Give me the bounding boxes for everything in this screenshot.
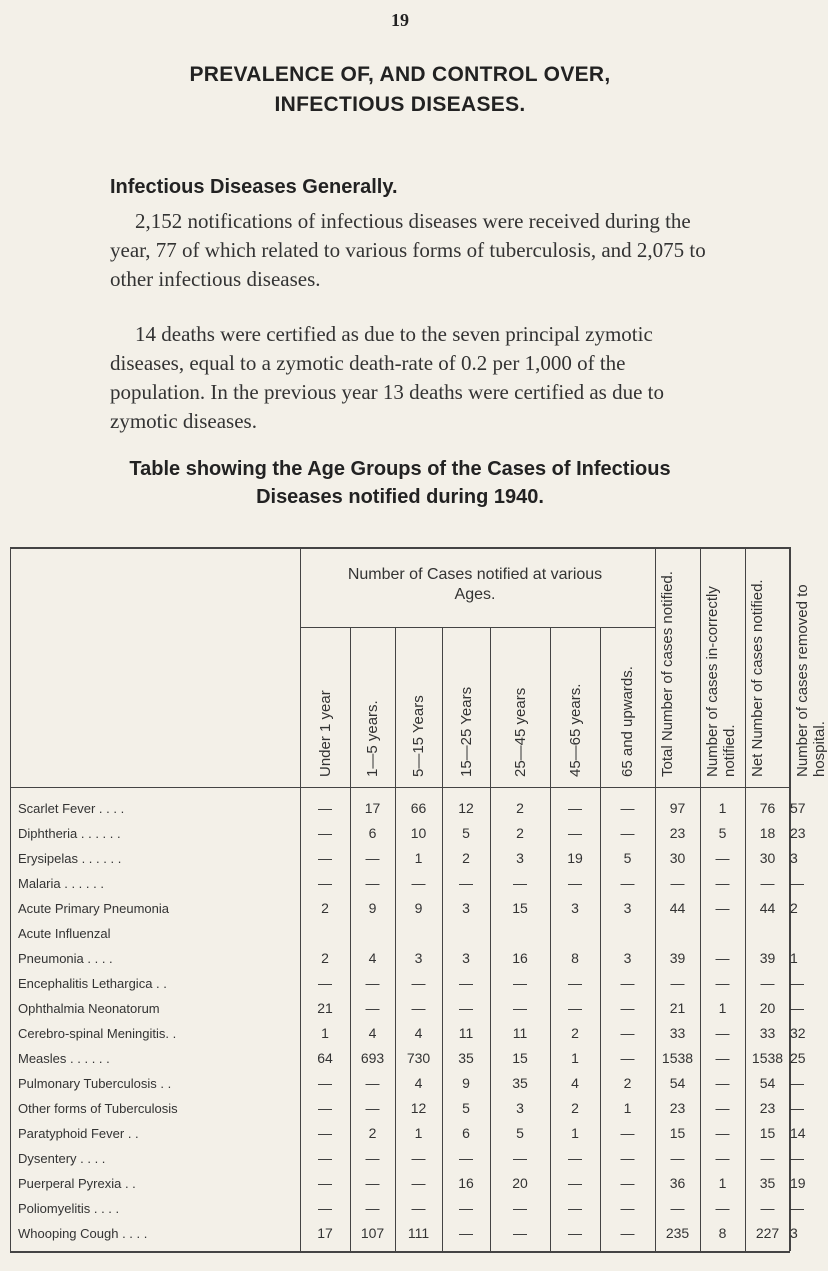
table-cell: 11 xyxy=(458,1025,474,1041)
table-cell: 3 xyxy=(790,850,798,866)
table-cell: — xyxy=(365,1100,380,1116)
disease-label: Whooping Cough . . . . xyxy=(18,1226,148,1241)
summary-column-header: Net Number of cases notified. xyxy=(749,579,766,777)
table-cell: — xyxy=(411,875,426,891)
disease-label: Other forms of Tuberculosis xyxy=(18,1101,178,1116)
disease-label: Acute Influenzal xyxy=(18,926,111,941)
table-cell: 2 xyxy=(321,900,329,916)
table-cell: — xyxy=(568,975,582,991)
table-cell: — xyxy=(715,1100,730,1116)
summary-column-header: Number of cases removed to hospital. xyxy=(794,584,828,777)
table-cell: — xyxy=(365,1175,380,1191)
table-cell: 23 xyxy=(669,1100,686,1116)
table-cell: — xyxy=(620,1000,635,1016)
table-cell: — xyxy=(318,850,332,866)
table-cell: 15 xyxy=(669,1125,686,1141)
table-cell: — xyxy=(620,1125,635,1141)
paragraph-notifications: 2,152 notifications of infectious diseases were received during the year, 77 of which related to various forms of tuberculosis, and 2,075 to other infectious diseases. xyxy=(110,209,706,291)
table-cell: — xyxy=(459,1150,473,1166)
table-cell: — xyxy=(411,1150,426,1166)
table-cell: 15 xyxy=(759,1125,776,1141)
table-cell: 3 xyxy=(462,950,470,966)
disease-label: Scarlet Fever . . . . xyxy=(18,801,125,816)
disease-label: Pneumonia . . . . xyxy=(18,951,113,966)
table-cell: — xyxy=(715,900,730,916)
column-rule xyxy=(745,547,746,1251)
table-cell: 9 xyxy=(368,900,377,916)
table-cell: 4 xyxy=(368,950,377,966)
page-title-line-1: PREVALENCE OF, AND CONTROL OVER, xyxy=(189,63,611,86)
section-title: Infectious Diseases Generally. xyxy=(110,176,398,198)
table-cell: 35 xyxy=(458,1050,474,1066)
age-column-header: Under 1 year xyxy=(316,690,334,777)
table-cell: 1 xyxy=(414,1125,423,1141)
table-cell: — xyxy=(790,975,804,991)
table-cell: 1 xyxy=(571,1050,579,1066)
header-bottom-rule xyxy=(10,787,790,788)
table-cell: — xyxy=(318,1075,332,1091)
table-cell: — xyxy=(318,1200,332,1216)
table-cell: 57 xyxy=(790,800,806,816)
age-column-header: 65 and upwards. xyxy=(619,666,636,777)
page-number: 19 xyxy=(391,10,409,30)
table-cell: — xyxy=(568,1175,582,1191)
table-cell: — xyxy=(318,1100,332,1116)
table-cell: — xyxy=(760,975,775,991)
table-cell: — xyxy=(459,975,473,991)
age-groups-table xyxy=(10,547,828,1257)
disease-label: Pulmonary Tuberculosis . . xyxy=(18,1076,172,1091)
table-cell: 1 xyxy=(571,1125,579,1141)
table-cell: 44 xyxy=(669,900,686,916)
disease-label: Malaria . . . . . . xyxy=(18,876,104,891)
table-cell: — xyxy=(513,1225,527,1241)
disease-label: Measles . . . . . . xyxy=(18,1051,110,1066)
table-cell: — xyxy=(365,1000,380,1016)
table-cell: — xyxy=(715,875,730,891)
table-cell: — xyxy=(568,825,582,841)
table-cell: 2 xyxy=(321,950,329,966)
table-cell: — xyxy=(715,1125,730,1141)
table-cell: 3 xyxy=(571,900,579,916)
table-cell: — xyxy=(620,1200,635,1216)
table-cell: — xyxy=(568,800,582,816)
table-cell: 4 xyxy=(368,1025,377,1041)
table-cell: — xyxy=(568,1150,582,1166)
table-cell: — xyxy=(318,1125,332,1141)
table-cell: 6 xyxy=(368,825,377,841)
table-cell: — xyxy=(670,1200,685,1216)
column-rule xyxy=(300,547,301,1251)
table-cell: — xyxy=(318,800,332,816)
disease-label: Diphtheria . . . . . . xyxy=(18,826,121,841)
table-cell: 16 xyxy=(458,1175,474,1191)
table-cell: 12 xyxy=(458,800,474,816)
disease-label: Poliomyelitis . . . . xyxy=(18,1201,120,1216)
table-cell: 15 xyxy=(512,900,528,916)
table-cell: 1 xyxy=(718,800,727,816)
table-cell: 20 xyxy=(512,1175,528,1191)
table-cell: — xyxy=(365,1200,380,1216)
table-cell: 35 xyxy=(759,1175,776,1191)
table-cell: — xyxy=(459,1000,473,1016)
table-cell: 227 xyxy=(755,1225,780,1241)
table-cell: — xyxy=(568,875,582,891)
table-cell: — xyxy=(670,875,685,891)
table-cell: — xyxy=(318,825,332,841)
table-cell: 2 xyxy=(462,850,470,866)
table-title xyxy=(50,455,750,511)
table-cell: 23 xyxy=(759,1100,776,1116)
table-top-rule xyxy=(10,547,790,549)
table-cell: 44 xyxy=(759,900,776,916)
disease-label: Paratyphoid Fever . . xyxy=(18,1126,139,1141)
table-cell: 1 xyxy=(623,1100,632,1116)
table-cell: — xyxy=(513,1000,527,1016)
table-cell: 3 xyxy=(462,900,470,916)
age-column-header: 15—25 Years xyxy=(457,686,475,777)
table-cell: 5 xyxy=(623,850,632,866)
table-cell: — xyxy=(513,1150,527,1166)
table-cell: — xyxy=(715,1050,730,1066)
table-cell: — xyxy=(365,975,380,991)
table-cell: 5 xyxy=(718,825,727,841)
table-cell: 3 xyxy=(790,1225,798,1241)
table-cell: 2 xyxy=(571,1025,579,1041)
disease-label: Erysipelas . . . . . . xyxy=(18,851,122,866)
age-column-header: 45—65 years. xyxy=(566,683,584,777)
table-cell: 3 xyxy=(414,950,423,966)
column-rule xyxy=(655,547,656,1251)
table-cell: 6 xyxy=(462,1125,470,1141)
age-column-header: 5—15 Years xyxy=(410,695,427,777)
table-cell: 39 xyxy=(669,950,686,966)
table-cell: — xyxy=(513,975,527,991)
table-cell: 4 xyxy=(571,1075,579,1091)
table-cell: — xyxy=(411,975,426,991)
table-cell: 97 xyxy=(669,800,686,816)
table-cell: — xyxy=(365,850,380,866)
table-cell: — xyxy=(620,1025,635,1041)
table-cell: — xyxy=(670,1150,685,1166)
table-cell: 76 xyxy=(759,800,776,816)
table-cell: — xyxy=(620,1050,635,1066)
table-cell: 9 xyxy=(414,900,423,916)
table-cell: 64 xyxy=(317,1050,333,1066)
table-cell: — xyxy=(760,1150,775,1166)
table-bottom-rule xyxy=(10,1251,790,1253)
table-cell: — xyxy=(670,975,685,991)
table-cell: 2 xyxy=(571,1100,579,1116)
table-cell: 23 xyxy=(669,825,686,841)
table-cell: — xyxy=(760,875,775,891)
summary-column-header: Total Number of cases notified. xyxy=(659,571,676,777)
table-title-line-2: Diseases notified during 1940. xyxy=(256,486,544,508)
table-cell: 15 xyxy=(512,1050,528,1066)
table-cell: 8 xyxy=(571,950,579,966)
table-cell: — xyxy=(790,875,804,891)
table-cell: 12 xyxy=(410,1100,427,1116)
table-cell: 1 xyxy=(790,950,798,966)
table-cell: 235 xyxy=(665,1225,690,1241)
table-cell: — xyxy=(790,1100,804,1116)
table-cell: — xyxy=(715,975,730,991)
table-cell: 19 xyxy=(567,850,583,866)
table-cell: 18 xyxy=(759,825,776,841)
table-cell: 107 xyxy=(360,1225,385,1241)
table-cell: — xyxy=(715,950,730,966)
table-cell: — xyxy=(318,975,332,991)
table-cell: — xyxy=(715,1200,730,1216)
table-cell: — xyxy=(568,1200,582,1216)
table-cell: — xyxy=(620,825,635,841)
table-cell: 1 xyxy=(321,1025,329,1041)
table-cell: — xyxy=(620,1175,635,1191)
table-cell: 4 xyxy=(414,1025,423,1041)
age-column-header: 1—5 years. xyxy=(364,700,381,777)
column-rule xyxy=(700,547,701,1251)
table-cell: 33 xyxy=(669,1025,686,1041)
table-cell: 66 xyxy=(410,800,427,816)
table-cell: 3 xyxy=(623,900,632,916)
table-cell: — xyxy=(760,1200,775,1216)
table-cell: 111 xyxy=(407,1225,430,1241)
page-title-line-2: INFECTIOUS DISEASES. xyxy=(274,93,526,116)
table-cell: 54 xyxy=(759,1075,776,1091)
disease-label: Cerebro-spinal Meningitis. . xyxy=(18,1026,177,1041)
table-cell: 11 xyxy=(512,1025,528,1041)
table-cell: 17 xyxy=(364,800,381,816)
table-cell: — xyxy=(318,875,332,891)
table-cell: 4 xyxy=(414,1075,423,1091)
table-cell: — xyxy=(715,1075,730,1091)
table-cell: 21 xyxy=(669,1000,686,1016)
table-cell: — xyxy=(620,975,635,991)
table-cell: 5 xyxy=(462,825,470,841)
table-cell: — xyxy=(568,1000,582,1016)
table-cell: — xyxy=(790,1200,804,1216)
table-cell: — xyxy=(620,1150,635,1166)
table-cell: 2 xyxy=(790,900,798,916)
table-cell: 36 xyxy=(669,1175,686,1191)
table-cell: — xyxy=(715,1025,730,1041)
table-cell: — xyxy=(620,875,635,891)
table-cell: 3 xyxy=(623,950,632,966)
age-header-rule xyxy=(300,627,655,628)
table-cell: 10 xyxy=(410,825,427,841)
table-cell: 3 xyxy=(516,1100,524,1116)
table-cell: — xyxy=(411,1000,426,1016)
table-cell: — xyxy=(365,1150,380,1166)
table-cell: 23 xyxy=(790,825,806,841)
table-cell: 54 xyxy=(669,1075,686,1091)
table-cell: 1 xyxy=(718,1175,727,1191)
table-cell: 9 xyxy=(462,1075,470,1091)
age-column-header: 25—45 years xyxy=(511,687,529,777)
table-cell: — xyxy=(459,875,473,891)
table-cell: — xyxy=(411,1200,426,1216)
table-cell: 30 xyxy=(759,850,776,866)
table-cell: — xyxy=(715,850,730,866)
table-cell: 8 xyxy=(718,1225,727,1241)
table-left-rule xyxy=(10,547,11,1251)
summary-column-header: Number of cases in-correctly notified. xyxy=(704,586,738,777)
table-cell: 30 xyxy=(669,850,686,866)
disease-label: Ophthalmia Neonatorum xyxy=(18,1001,160,1016)
table-cell: 3 xyxy=(516,850,524,866)
table-cell: — xyxy=(459,1225,473,1241)
table-title-line-1: Table showing the Age Groups of the Cases of Infectious xyxy=(129,458,671,480)
table-cell: 1538 xyxy=(661,1050,694,1066)
disease-label: Dysentery . . . . xyxy=(18,1151,106,1166)
table-cell: 1 xyxy=(414,850,423,866)
table-cell: 35 xyxy=(512,1075,528,1091)
table-cell: — xyxy=(620,800,635,816)
table-cell: 14 xyxy=(790,1125,806,1141)
table-cell: — xyxy=(365,1075,380,1091)
disease-label: Encephalitis Lethargica . . xyxy=(18,976,167,991)
table-cell: — xyxy=(318,1175,332,1191)
table-cell: — xyxy=(411,1175,426,1191)
table-cell: 17 xyxy=(317,1225,333,1241)
table-cell: — xyxy=(568,1225,582,1241)
table-cell: 5 xyxy=(516,1125,524,1141)
table-cell: 20 xyxy=(759,1000,776,1016)
table-cell: 2 xyxy=(368,1125,377,1141)
table-cell: 2 xyxy=(516,800,524,816)
table-cell: 25 xyxy=(790,1050,806,1066)
table-cell: 730 xyxy=(406,1050,431,1066)
table-cell: — xyxy=(620,1225,635,1241)
table-cell: — xyxy=(513,1200,527,1216)
age-group-header: Number of Cases notified at various Ages. xyxy=(347,566,603,603)
table-right-rule xyxy=(789,547,791,1251)
table-cell: 16 xyxy=(512,950,528,966)
page-title xyxy=(100,60,700,120)
table-cell: 2 xyxy=(516,825,524,841)
table-cell: — xyxy=(790,1075,804,1091)
table-cell: 693 xyxy=(360,1050,385,1066)
table-cell: 39 xyxy=(759,950,776,966)
table-cell: 2 xyxy=(623,1075,632,1091)
paragraph-deaths: 14 deaths were certified as due to the seven principal zymotic diseases, equal to a zymotic death-rate of 0.2 per 1,000 of the population. In the previous year 13 deaths were certified as due to zymotic diseases. xyxy=(110,322,664,433)
disease-label: Puerperal Pyrexia . . xyxy=(18,1176,136,1191)
table-cell: 1 xyxy=(718,1000,727,1016)
table-cell: — xyxy=(715,1150,730,1166)
table-cell: — xyxy=(790,1000,804,1016)
table-cell: 21 xyxy=(317,1000,333,1016)
table-cell: — xyxy=(459,1200,473,1216)
table-cell: 5 xyxy=(462,1100,470,1116)
table-cell: 33 xyxy=(759,1025,776,1041)
disease-label: Acute Primary Pneumonia xyxy=(18,901,170,916)
table-cell: — xyxy=(365,875,380,891)
table-cell: — xyxy=(790,1150,804,1166)
table-cell: 19 xyxy=(790,1175,806,1191)
table-cell: 32 xyxy=(790,1025,806,1041)
table-cell: 1538 xyxy=(751,1050,784,1066)
table-cell: — xyxy=(318,1150,332,1166)
table-cell: — xyxy=(513,875,527,891)
